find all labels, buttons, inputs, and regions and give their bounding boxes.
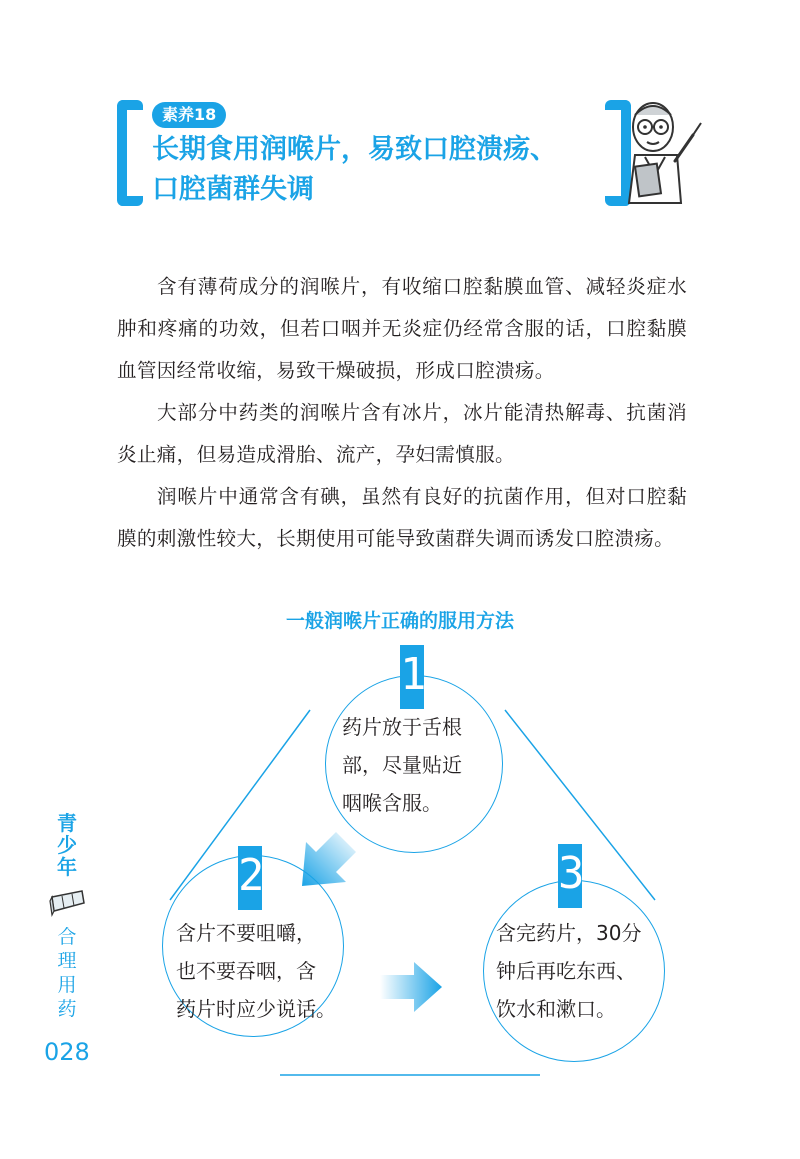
page-number: 028: [44, 1038, 90, 1066]
sidebar-char: 年: [57, 855, 77, 879]
step-1-line-3: 咽喉含服。: [342, 791, 442, 815]
paragraph-3: 润喉片中通常含有碘，虽然有良好的抗菌作用，但对口腔黏膜的刺激性较大，长期使用可能导致菌群失调而诱发口腔溃疡。: [117, 485, 687, 550]
step-2-line-2: 也不要吞咽，含: [176, 959, 316, 983]
step-3-number: 3: [558, 844, 582, 908]
sidebar-char: 少: [57, 833, 77, 857]
page-title-line-2: 口腔菌群失调: [152, 174, 314, 205]
sidebar-char: 合: [57, 926, 77, 948]
step-3-line-2: 钟后再吃东西、: [496, 959, 636, 983]
sidebar-char: 用: [57, 974, 77, 996]
step-1-line-2: 部，尽量贴近: [342, 753, 462, 777]
step-3-line-1: 含完药片，30分: [496, 921, 642, 945]
diagram-title: 一般润喉片正确的服用方法: [285, 610, 514, 632]
sidebar-char: 理: [57, 950, 77, 972]
step-2-line-3: 药片时应少说话。: [176, 997, 336, 1021]
pill-box-icon: [48, 885, 88, 919]
step-1-number: 1: [400, 645, 424, 709]
step-2-line-1: 含片不要咀嚼，: [176, 921, 316, 945]
step-1-line-1: 药片放于舌根: [342, 715, 462, 739]
page-title-line-1: 长期食用润喉片，易致口腔溃疡、: [152, 134, 557, 165]
arrow-right-icon: [380, 962, 442, 1012]
section-tag: 素养18: [152, 102, 226, 128]
sidebar-char: 青: [57, 811, 77, 835]
step-3-line-3: 饮水和漱口。: [496, 997, 616, 1021]
paragraph-2: 大部分中药类的润喉片含有冰片，冰片能清热解毒、抗菌消炎止痛，但易造成滑胎、流产，孕妇需慎服。: [117, 401, 687, 466]
sidebar-char: 药: [57, 998, 77, 1020]
step-2-number: 2: [238, 846, 262, 910]
paragraph-1: 含有薄荷成分的润喉片，有收缩口腔黏膜血管、减轻炎症水肿和疼痛的功效，但若口咽并无炎症仍经常含服的话，口腔黏膜血管因经常收缩，易致干燥破损，形成口腔溃疡。: [117, 275, 687, 382]
